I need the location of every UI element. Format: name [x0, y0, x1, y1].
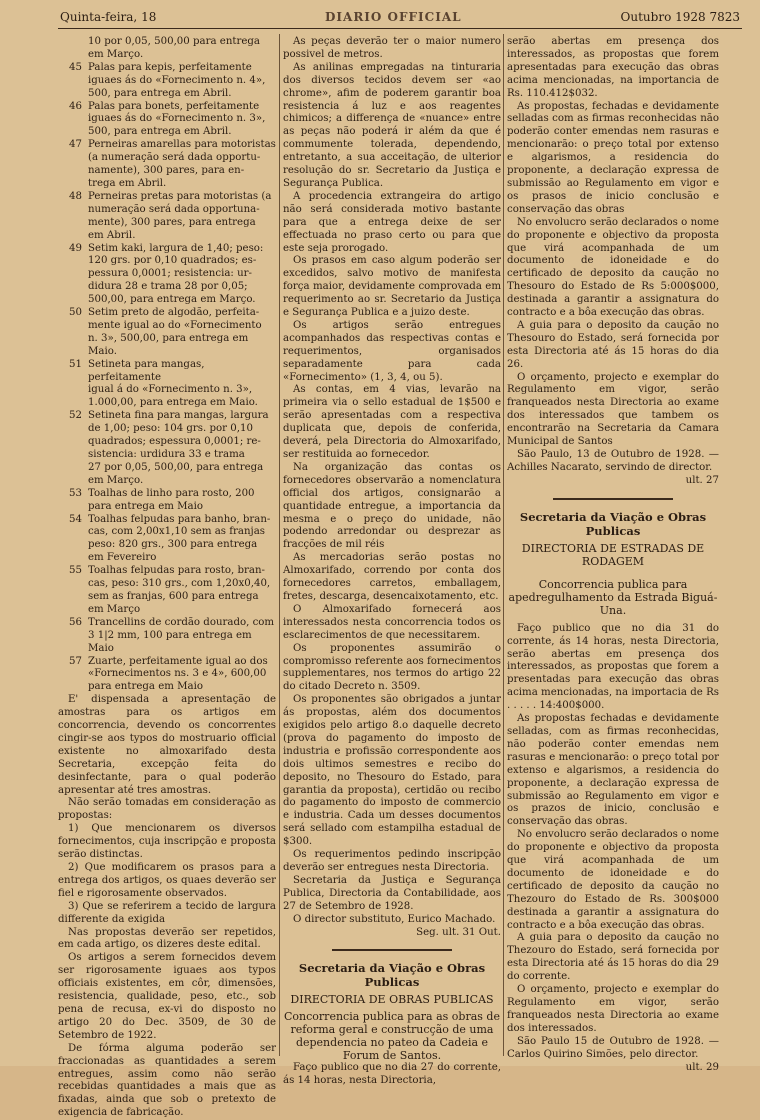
item-line: cas, peso: 310 grs., com 1,20x0,40,: [88, 578, 271, 590]
column-3: [507, 36, 719, 1073]
item-line: Maio: [88, 642, 114, 654]
paragraph: A guia para o deposito da caução no Thezouro do Estado, será fornecida por esta Directoria até ás 15 horas do dia 29 do corrente.: [507, 932, 719, 983]
list-item: [58, 617, 276, 656]
paragraph: Os prasos em caso algum poderão ser excedidos, salvo motivo de manifesta força maior, devidamente comprovada em requerimento ao sr. Secretario da Justiça e Segurança Publica e a juizo deste.: [283, 255, 501, 319]
item-line: mente), 300 pares, para entrega: [88, 216, 256, 228]
item-line: pessura 0,0001; resistencia: ur-: [88, 268, 252, 280]
item-line: igual á do «Fornecimento n. 3»,: [88, 384, 253, 396]
paragraph: serão abertas em presença dos interessados, as propostas que forem apresentadas para execução das obras acima mencionadas, na importancia de Rs. 110.412$032.: [507, 36, 719, 99]
item-number: 48: [69, 190, 82, 202]
list-item: [58, 62, 276, 101]
item-line: Zuarte, perfeitamente igual ao dos: [88, 655, 268, 667]
item-number: 55: [69, 565, 82, 577]
item-number: 56: [69, 616, 82, 628]
paragraph: O orçamento, projecto e exemplar do Regulamento em vigor, serão franqueados nesta Directoria ao exame dos interessados.: [507, 984, 719, 1034]
signature: São Paulo, 13 de Outubro de 1928. — Achilles Nacarato, servindo de director.: [507, 449, 719, 473]
item-line: em Fevereiro: [88, 552, 157, 564]
paragraph: Na organização das contas os fornecedores observarão a nomenclatura official dos artigos, consignarão a quantidade entregue, a importancia da mesma e o preço do unidade, não podendo arredondar ou desprezar as fracções de mil réis: [283, 461, 501, 551]
paragraph: As contas, em 4 vias, levarão na primeira via o sello estadual de 1$500 e serão apresentadas com a respectiva duplicata que, depois de conferida, deverá, pela Directoria do Almoxarifado, ser restituida ao fornecedor.: [283, 384, 501, 460]
paragraph: Os requerimentos pedindo inscripção deverão ser entregues nesta Directoria.: [283, 849, 501, 873]
list-item: [58, 656, 276, 695]
list-item: [58, 488, 276, 514]
item-line: 3 1|2 mm, 100 para entrega em: [88, 629, 252, 641]
paragraph: As mercadorias serão postas no Almoxarifado, correndo por conta dos fornecedores carretos, emballagem, fretes, descarga, desencaixotamento, etc.: [283, 552, 501, 602]
item-number: 51: [69, 358, 82, 370]
item-line: 27 por 0,05, 500,00, para entrega: [88, 461, 264, 473]
notice-subtitle: Concorrencia publica para apedregulhamento da Estrada Biguá-Una.: [508, 577, 718, 617]
item-line: Maio.: [88, 345, 117, 357]
item-line: 500, para entrega em Abril.: [88, 87, 232, 99]
list-item: [58, 101, 276, 140]
section-rule: [553, 498, 673, 500]
item-line: para entrega em Maio: [88, 500, 204, 512]
header-masthead: DIARIO OFFICIAL: [325, 10, 462, 24]
notice-subtitle: Concorrencia publica para as obras de reforma geral e construcção de uma dependencia no pateo da Cadeia e Forum de Santos.: [284, 1010, 500, 1063]
list-item: [58, 410, 276, 487]
item-44-continuation: 10 por 0,05, 500,00 para entrega em Março.: [88, 36, 260, 60]
paragraph: O orçamento, projecto e exemplar do Regulamento em vigor, serão franqueados nesta Directoria ao exame dos interessados que tambem os encontrarão na Secretaria da Camara Municipal de Santos: [507, 371, 719, 448]
item-line: em Março.: [88, 474, 144, 486]
paragraph: O Almoxarifado fornecerá aos interessados nesta concorrencia todos os esclarecimentos de que necessitarem.: [283, 603, 501, 641]
paragraph: A guia para o deposito da caução no Thesouro do Estado, será fornecida por esta Directoria até ás 15 horas do dia 26.: [507, 319, 719, 370]
item-number: 50: [69, 307, 82, 319]
item-line: Trancellins de cordão dourado, com: [88, 616, 275, 628]
item-line: em Abril.: [88, 229, 136, 241]
column-1: [58, 36, 276, 1119]
item-number: 52: [69, 410, 82, 422]
paragraph: As anilinas empregadas na tinturaria dos diversos tecidos devem ser «ao chrome», afim de poderem garantir boa resistencia á luz e aos reagentes chimicos; a differença de «nuance» entre as peças não poderá ir além da que é commumente tolerada, dependendo, entretanto, a sua acceitação, de ulterior resolução do sr. Secretario da Justiça e Segurança Publica.: [283, 61, 501, 189]
item-line: para entrega em Maio: [88, 681, 204, 693]
item-line: 500,00, para entrega em Março.: [88, 294, 256, 306]
list-item: [58, 359, 276, 411]
item-number: 53: [69, 487, 82, 499]
item-line: Toalhas felpudas para banho, bran-: [88, 513, 271, 525]
paragraph: Faço publico que no dia 31 do corrente, ás 14 horas, nesta Directoria, serão abertas em presença dos interessados, as propostas que forem a presentadas para execução das obras acima mencionadas, na importacia de Rs . . . . . 14:400$000.: [507, 622, 719, 712]
publication-note: ult. 27: [685, 474, 719, 486]
paragraph: A procedencia extrangeira do artigo não será considerada motivo bastante para que a entrega deixe de ser effectuada no praso certo ou para que este seja prorogado.: [283, 190, 501, 254]
item-line: quadrados; espessura 0,0001; re-: [88, 436, 261, 448]
item-line: de 1,00; peso: 104 grs. por 0,10: [88, 423, 253, 435]
paragraph: Secretaria da Justiça e Segurança Publica, Directoria da Contabilidade, aos 27 de Setembro de 1928.: [283, 874, 501, 912]
column-divider: [279, 34, 280, 1056]
item-number: 49: [69, 242, 82, 254]
item-line: iguaes ás do «Fornecimento n. 4»,: [88, 74, 266, 86]
item-line: 1.000,00, para entrega em Maio.: [88, 397, 258, 409]
item-line: Toalhas de linho para rosto, 200: [88, 487, 255, 499]
item-line: em Março: [88, 603, 141, 615]
list-item: [58, 139, 276, 191]
item-line: Setim kaki, largura de 1,40; peso:: [88, 242, 264, 254]
item-line: trega em Abril.: [88, 177, 167, 189]
item-line: Setim preto de algodão, perfeita-: [88, 307, 260, 319]
item-list: [58, 62, 276, 694]
list-item: [58, 307, 276, 359]
paragraph: 1) Que mencionarem os diversos fornecimentos, cuja inscripção e proposta serão distinctas.: [58, 823, 276, 861]
paragraph: As propostas, fechadas e devidamente selladas com as firmas reconhecidas não poderão conter emendas nem rasuras e mencionarão: o preço total por extenso e algarismos, a residencia do proponente, a declaração expressa de submissão ao Regulamento em vigor e os prasos de inicio conclusão e conservação das obras: [507, 100, 719, 215]
item-line: Perneiras amarellas para motoristas: [88, 139, 276, 151]
section-rule: [332, 949, 452, 951]
item-line: mente igual ao do «Fornecimento: [88, 319, 262, 331]
list-item: [58, 243, 276, 308]
paragraph: Faço publico que no dia 27 do corrente, ás 14 horas, nesta Directoria,: [283, 1062, 501, 1087]
item-line: «Fornecimentos ns. 3 e 4», 600,00: [88, 668, 267, 680]
paragraph: Não serão tomadas em consideração as propostas:: [58, 797, 276, 822]
item-line: didura 28 e trama 28 por 0,05;: [88, 281, 248, 293]
item-line: Palas para kepis, perfeitamente: [88, 61, 252, 73]
list-item: [58, 514, 276, 566]
paragraph: As peças deverão ter o maior numero possivel de metros.: [283, 36, 501, 60]
item-line: sem as franjas, 600 para entrega: [88, 590, 259, 602]
item-number: 45: [69, 61, 82, 73]
item-line: peso: 820 grs., 300 para entrega: [88, 539, 258, 551]
item-number: 57: [69, 655, 82, 667]
item-line: Toalhas felpudas para rosto, bran-: [88, 565, 265, 577]
paragraph: De fórma alguma poderão ser fraccionadas as quantidades a serem entregues, assim como não serão recebidas quantidades a mais que as fixadas, ainda que sob o pretexto de exigencia de fabricação.: [58, 1042, 276, 1119]
item-line: sistencia: urdidura 33 e trama: [88, 449, 245, 460]
header-rule: [58, 28, 742, 29]
page-header: [60, 10, 740, 28]
column-2: [283, 36, 501, 1087]
section-title: Secretaria da Viação e Obras Publicas: [298, 961, 486, 990]
list-item: [58, 565, 276, 617]
item-line: numeração será dada opportuna-: [88, 203, 260, 215]
item-line: Setineta fina para mangas, largura: [88, 410, 269, 422]
paragraph: No envolucro serão declarados o nome do proponente e objectivo da proposta que virá acompanhada de um documento de idoneidade e do certificado de deposito da caução no Thezouro do Estado de Rs. 300$000 destinada a garantir a assignatura do contracto e a bôa execução das obras.: [507, 829, 719, 931]
header-page-number: Outubro 1928 7823: [620, 10, 740, 24]
paragraph: E' dispensada a apresentação de amostras para os artigos em concorrencia, devendo os concorrentes cingir-se aos typos do mostruario official existente no almoxarifado desta Secretaria, excepção feita do desinfectante, para o qual poderão apresentar até tres amostras.: [58, 694, 276, 796]
item-line: namente), 300 pares, para en-: [88, 165, 245, 177]
paragraph: 2) Que modificarem os prasos para a entrega dos artigos, os quaes deverão ser fiel e rigorosamente observados.: [58, 862, 276, 899]
list-item: [58, 191, 276, 243]
item-line: Setineta para mangas, perfeitamente: [88, 358, 205, 383]
paragraph: No envolucro serão declarados o nome do proponente e objectivo da proposta que virá acompanhada de um documento de idoneidade e do certificado de deposito da caução no Thesouro do Estado de Rs 5:000$000, destinada a garantir a assignatura do contracto e a bôa execução das obras.: [507, 216, 719, 319]
item-line: (a numeração será dada opportu-: [88, 152, 261, 164]
signature: O director substituto, Eurico Machado.: [293, 913, 496, 925]
paragraph: Os proponentes são obrigados a juntar ás propostas, além dos documentos exigidos pelo artigo 8.o daquelle decreto (prova do pagamento do imposto de industria e profissão correspondente aos dois ultimos semestres e recibo do deposito, no Thesouro do Estado, para garantia da proposta), certidão ou recibo do pagamento do imposto de commercio e industria. Cada um desses documentos será sellado com estampilha estadual de $300.: [283, 694, 501, 848]
column-divider: [503, 34, 504, 1056]
directorate-title: DIRECTORIA DE OBRAS PUBLICAS: [290, 993, 494, 1007]
item-line: Palas para bonets, perfeitamente: [88, 100, 260, 112]
publication-note: ult. 29: [685, 1061, 719, 1073]
paragraph: Os proponentes assumirão o compromisso referente aos fornecimentos supplementares, nos termos do artigo 22 do citado Decreto n. 3509.: [283, 642, 501, 693]
item-line: Perneiras pretas para motoristas (a: [88, 190, 272, 202]
paragraph: Os artigos serão entregues acompanhados das respectivas contas e requerimentos, organisados separadamente para cada «Fornecimento» (1, 3, 4, ou 5).: [283, 319, 501, 383]
publication-note: Seg. ult. 31 Out.: [416, 926, 501, 938]
signature: São Paulo 15 de Outubro de 1928. — Carlos Quirino Simões, pelo director.: [507, 1035, 719, 1060]
item-line: 500, para entrega em Abril.: [88, 126, 232, 138]
item-line: iguaes ás do «Fornecimento n. 3»,: [88, 113, 266, 125]
directorate-title: DIRECTORIA DE ESTRADAS DE RODAGEM: [521, 541, 705, 568]
item-number: 47: [69, 139, 82, 151]
paragraph: As propostas fechadas e devidamente selladas, com as firmas reconhecidas, não poderão conter emendas nem rasuras e mencionarão: o preço total por extenso e algarismos, a residencia do proponente, a declaração expressa de submissão ao Regulamento em vigor e os prazos de inicio, conclusão e conservação das obras.: [507, 713, 719, 828]
item-line: 120 grs. por 0,10 quadrados; es-: [88, 255, 257, 267]
item-line: cas, com 2,00x1,10 sem as franjas: [88, 526, 266, 538]
section-title: Secretaria da Viação e Obras Publicas: [519, 509, 707, 538]
paragraph: 3) Que se referirem a tecido de largura differente da exigida: [58, 900, 276, 925]
item-line: n. 3», 500,00, para entrega em: [88, 332, 249, 344]
item-number: 46: [69, 100, 82, 112]
header-date: Quinta-feira, 18: [60, 10, 157, 24]
item-number: 54: [69, 513, 82, 525]
paragraph: Nas propostas deverão ser repetidos, em cada artigo, os dizeres deste edital.: [58, 926, 276, 951]
paragraph: Os artigos a serem fornecidos devem ser rigorosamente iguaes aos typos officiais existentes, em côr, dimensões, resistencia, qualidade, peso, etc., sob pena de recusa, ex-vi do disposto no artigo 20 do Dec. 3509, de 30 de Setembro de 1922.: [58, 952, 276, 1041]
